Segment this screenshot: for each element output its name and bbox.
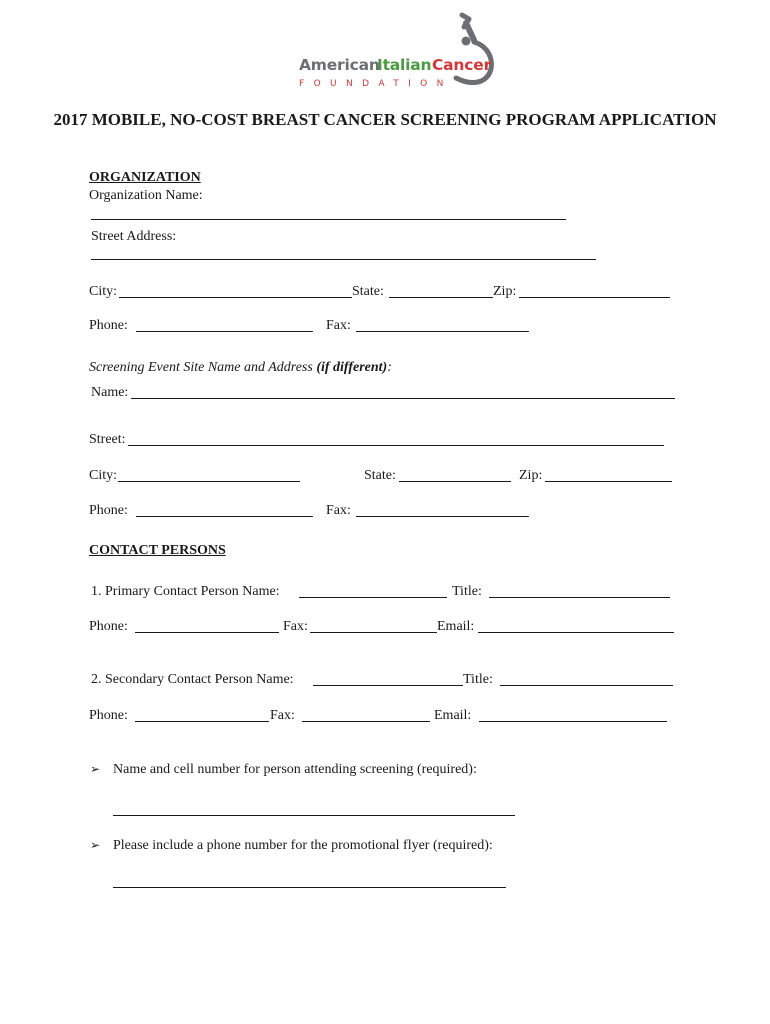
site-phone-label: Phone:: [89, 503, 128, 518]
primary-phone-field[interactable]: [135, 632, 279, 633]
organization-heading: ORGANIZATION: [89, 170, 201, 185]
microscope-icon: [296, 12, 506, 88]
zip-field[interactable]: [519, 297, 670, 298]
site-name-label: Name:: [91, 385, 129, 400]
phone-label: Phone:: [89, 318, 128, 333]
secondary-email-field[interactable]: [479, 721, 667, 722]
secondary-fax-field[interactable]: [302, 721, 430, 722]
secondary-title-label: Title:: [463, 672, 493, 687]
logo-subtitle: FOUNDATION: [299, 79, 453, 89]
logo-word-italian: Italian: [377, 56, 432, 74]
site-fax-label: Fax:: [326, 503, 351, 518]
arrow-bullet-icon: ➢: [90, 838, 101, 852]
site-heading-main: Screening Event Site Name and Address: [89, 360, 317, 375]
fax-field[interactable]: [356, 331, 529, 332]
site-zip-label: Zip:: [519, 468, 543, 483]
site-street-label: Street:: [89, 432, 126, 447]
site-heading-end: :: [387, 360, 392, 375]
zip-label: Zip:: [493, 284, 517, 299]
secondary-name-field[interactable]: [313, 685, 463, 686]
document-title: 2017 MOBILE, NO-COST BREAST CANCER SCREENING PROGRAM APPLICATION: [53, 110, 717, 129]
logo-word-american: American: [299, 56, 380, 74]
street-address-field[interactable]: [91, 259, 596, 260]
state-label: State:: [352, 284, 384, 299]
secondary-fax-label: Fax:: [270, 708, 295, 723]
state-field[interactable]: [389, 297, 493, 298]
arrow-bullet-icon: ➢: [90, 762, 101, 776]
site-zip-field[interactable]: [545, 481, 672, 482]
primary-fax-label: Fax:: [283, 619, 308, 634]
site-heading-emphasis: (if different): [316, 360, 388, 375]
city-label: City:: [89, 284, 118, 299]
attendee-label: Name and cell number for person attending screening (required):: [113, 762, 477, 777]
site-city-field[interactable]: [118, 481, 300, 482]
primary-name-field[interactable]: [299, 597, 447, 598]
primary-email-label: Email:: [437, 619, 475, 634]
site-heading: [89, 360, 392, 376]
secondary-email-label: Email:: [434, 708, 472, 723]
foundation-logo: [296, 12, 506, 88]
organization-name-label: Organization Name:: [89, 188, 203, 203]
city-field[interactable]: [119, 297, 352, 298]
flyer-phone-label: Please include a phone number for the promotional flyer (required):: [113, 838, 493, 853]
contact-persons-heading: CONTACT PERSONS: [89, 543, 226, 558]
secondary-name-label: 2. Secondary Contact Person Name:: [91, 672, 294, 687]
primary-title-field[interactable]: [489, 597, 670, 598]
primary-name-label: 1. Primary Contact Person Name:: [91, 584, 280, 599]
primary-fax-field[interactable]: [310, 632, 437, 633]
primary-phone-label: Phone:: [89, 619, 128, 634]
fax-label: Fax:: [326, 318, 351, 333]
site-street-field[interactable]: [128, 445, 664, 446]
site-state-label: State:: [364, 468, 396, 483]
site-fax-field[interactable]: [356, 516, 529, 517]
site-state-field[interactable]: [399, 481, 511, 482]
secondary-title-field[interactable]: [500, 685, 673, 686]
site-phone-field[interactable]: [136, 516, 313, 517]
organization-name-field[interactable]: [91, 219, 566, 220]
street-address-label: Street Address:: [91, 229, 177, 244]
flyer-phone-field[interactable]: [113, 887, 506, 888]
attendee-field[interactable]: [113, 815, 515, 816]
primary-title-label: Title:: [452, 584, 482, 599]
secondary-phone-label: Phone:: [89, 708, 128, 723]
site-name-field[interactable]: [131, 398, 675, 399]
primary-email-field[interactable]: [478, 632, 674, 633]
phone-field[interactable]: [136, 331, 313, 332]
site-city-label: City:: [89, 468, 118, 483]
logo-word-cancer: Cancer: [432, 56, 492, 74]
secondary-phone-field[interactable]: [135, 721, 269, 722]
